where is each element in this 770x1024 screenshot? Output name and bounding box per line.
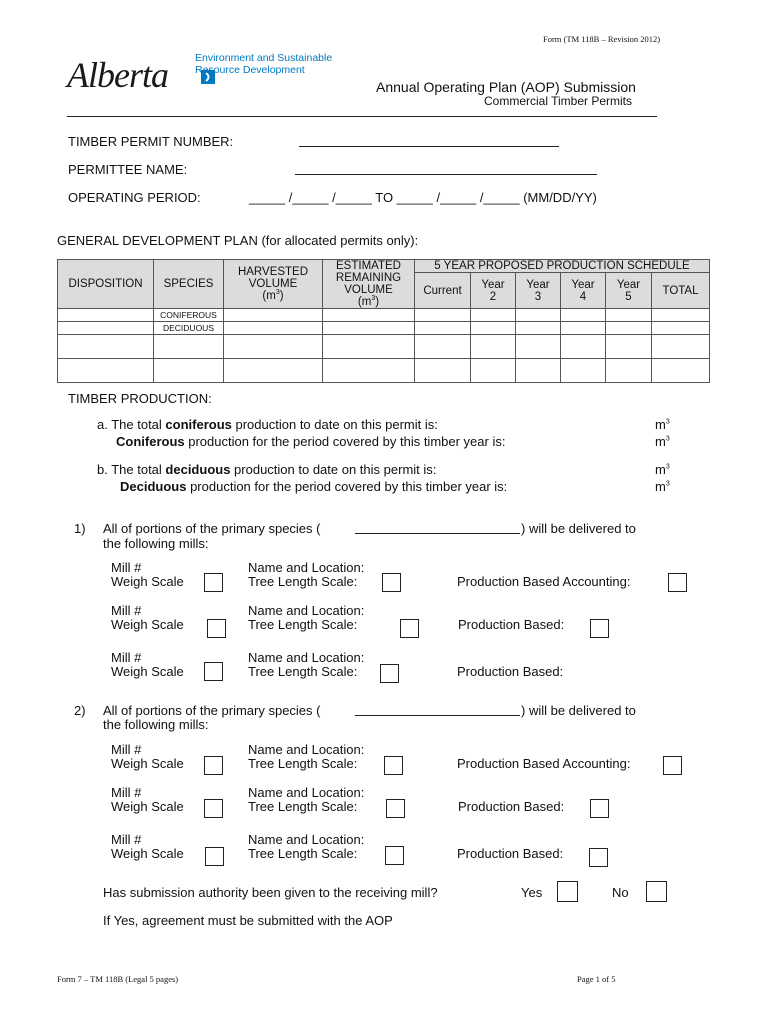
name-location-label: Name and Location: [248,650,365,665]
permittee-name-field[interactable] [295,174,597,175]
item-text: All of portions of the primary species ( [103,703,321,718]
col-species: SPECIES [154,260,224,309]
unit-m3: $m^3$ [655,462,670,477]
species-coniferous: CONIFEROUS [154,309,224,322]
item-text: the following mills: [103,536,209,551]
page-number: Page 1 of 5 [577,974,616,984]
item-number: 2) [74,703,86,718]
ministry-name [195,52,332,76]
page-title: Annual Operating Plan (AOP) Submission [376,79,636,95]
deciduous-period-label: Deciduous production for the period covered by this timber year is: [120,479,508,494]
mill-label: Mill # [111,785,142,800]
pb-label: Production Based: [458,799,565,814]
tree-length-label: Tree Length Scale: [248,756,358,771]
weigh-scale-label: Weigh Scale [111,664,184,679]
tree-length-label: Tree Length Scale: [248,617,358,632]
permit-number-field[interactable] [299,146,559,147]
coniferous-total-label: a. The total coniferous production to date on this permit is: [97,417,438,432]
species-deciduous: DECIDUOUS [154,322,224,335]
pb-checkbox[interactable] [589,848,608,867]
page-subtitle: Commercial Timber Permits [484,94,633,108]
weigh-scale-checkbox[interactable] [204,662,223,681]
mill-label: Mill # [111,742,142,757]
col-year-5: Year 5 [606,273,652,309]
no-checkbox[interactable] [646,881,667,902]
ministry-line-1: Environment and Sustainable [195,52,333,64]
weigh-scale-checkbox[interactable] [207,619,226,638]
col-estimated [323,260,415,309]
tree-length-label: Tree Length Scale: [248,846,358,861]
weigh-scale-checkbox[interactable] [204,573,223,592]
item-text: ) will be delivered to [521,703,636,718]
item-text: the following mills: [103,717,209,732]
item-number: 1) [74,521,86,536]
ministry-line-2: Resource Development [195,64,305,76]
weigh-scale-label: Weigh Scale [111,756,184,771]
pba-label: Production Based Accounting: [457,574,631,589]
col-harvested-label: HARVESTED VOLUME [237,266,309,290]
item-text: All of portions of the primary species ( [103,521,321,536]
weigh-scale-checkbox[interactable] [205,847,224,866]
tree-length-checkbox[interactable] [384,756,403,775]
pba-label: Production Based Accounting: [457,756,631,771]
gdp-heading: GENERAL DEVELOPMENT PLAN (for allocated permits only): [57,233,419,248]
table-row [58,335,710,359]
weigh-scale-label: Weigh Scale [111,799,184,814]
unit-m3: $m^3$ [655,417,670,432]
weigh-scale-label: Weigh Scale [111,846,184,861]
tree-length-checkbox[interactable] [386,799,405,818]
mill-label: Mill # [111,560,142,575]
pb-label: Production Based: [457,664,564,679]
col-harvested [224,260,323,309]
table-row [58,322,710,335]
pba-checkbox[interactable] [663,756,682,775]
col-harvested-unit: $(m^3)$ [262,289,284,302]
pb-checkbox[interactable] [590,799,609,818]
logo-wordmark: Alberta [67,55,168,95]
authority-question: Has submission authority been given to the receiving mill? [103,885,438,900]
mill-label: Mill # [111,603,142,618]
name-location-label: Name and Location: [248,785,365,800]
pb-label: Production Based: [458,617,565,632]
yes-checkbox[interactable] [557,881,578,902]
item-text: ) will be delivered to [521,521,636,536]
footer-form-label: Form 7 – TM 118B (Legal 5 pages) [57,974,179,984]
table-row [58,359,710,383]
tree-length-checkbox[interactable] [400,619,419,638]
form-revision-label: Form (TM 118B – Revision 2012) [543,34,661,44]
pba-checkbox[interactable] [668,573,687,592]
col-year-2: Year 2 [471,273,516,309]
unit-m3: $m^3$ [655,479,670,494]
weigh-scale-label: Weigh Scale [111,617,184,632]
tree-length-label: Tree Length Scale: [248,799,358,814]
no-label: No [612,885,629,900]
tree-length-checkbox[interactable] [382,573,401,592]
deciduous-total-label: b. The total deciduous production to date on this permit is: [97,462,437,477]
schedule-header: 5 YEAR PROPOSED PRODUCTION SCHEDULE [415,260,710,273]
col-total: TOTAL [652,273,710,309]
authority-note: If Yes, agreement must be submitted with the AOP [103,913,393,928]
pb-checkbox[interactable] [590,619,609,638]
name-location-label: Name and Location: [248,603,365,618]
pb-label: Production Based: [457,846,564,861]
table-row [58,309,710,322]
header-rule [67,116,657,117]
permittee-label: PERMITTEE NAME: [68,162,188,177]
weigh-scale-checkbox[interactable] [204,756,223,775]
name-location-label: Name and Location: [248,560,365,575]
col-current: Current [415,273,471,309]
weigh-scale-checkbox[interactable] [204,799,223,818]
production-heading: TIMBER PRODUCTION: [68,391,212,406]
operating-period-label: OPERATING PERIOD: [68,190,201,205]
name-location-label: Name and Location: [248,832,365,847]
species-blank-field[interactable] [355,715,520,716]
coniferous-period-label: Coniferous production for the period covered by this timber year is: [116,434,506,449]
species-blank-field[interactable] [355,533,520,534]
mill-label: Mill # [111,650,142,665]
tree-length-label: Tree Length Scale: [248,664,358,679]
col-year-4: Year 4 [561,273,606,309]
name-location-label: Name and Location: [248,742,365,757]
tree-length-label: Tree Length Scale: [248,574,358,589]
col-estimated-label: ESTIMATED REMAINING VOLUME [335,260,402,296]
tree-length-checkbox[interactable] [385,846,404,865]
col-estimated-unit: $(m^3)$ [357,295,380,308]
weigh-scale-label: Weigh Scale [111,574,184,589]
tree-length-checkbox[interactable] [380,664,399,683]
gdp-table [57,259,710,383]
mill-label: Mill # [111,832,142,847]
col-year-3: Year 3 [516,273,561,309]
yes-label: Yes [521,885,543,900]
unit-m3: $m^3$ [655,434,670,449]
operating-period-field[interactable]: _____ /_____ /_____ TO _____ /_____ /_____ (MM/DD/YY) [249,190,597,205]
col-disposition: DISPOSITION [58,260,154,309]
permit-number-label: TIMBER PERMIT NUMBER: [68,134,234,149]
